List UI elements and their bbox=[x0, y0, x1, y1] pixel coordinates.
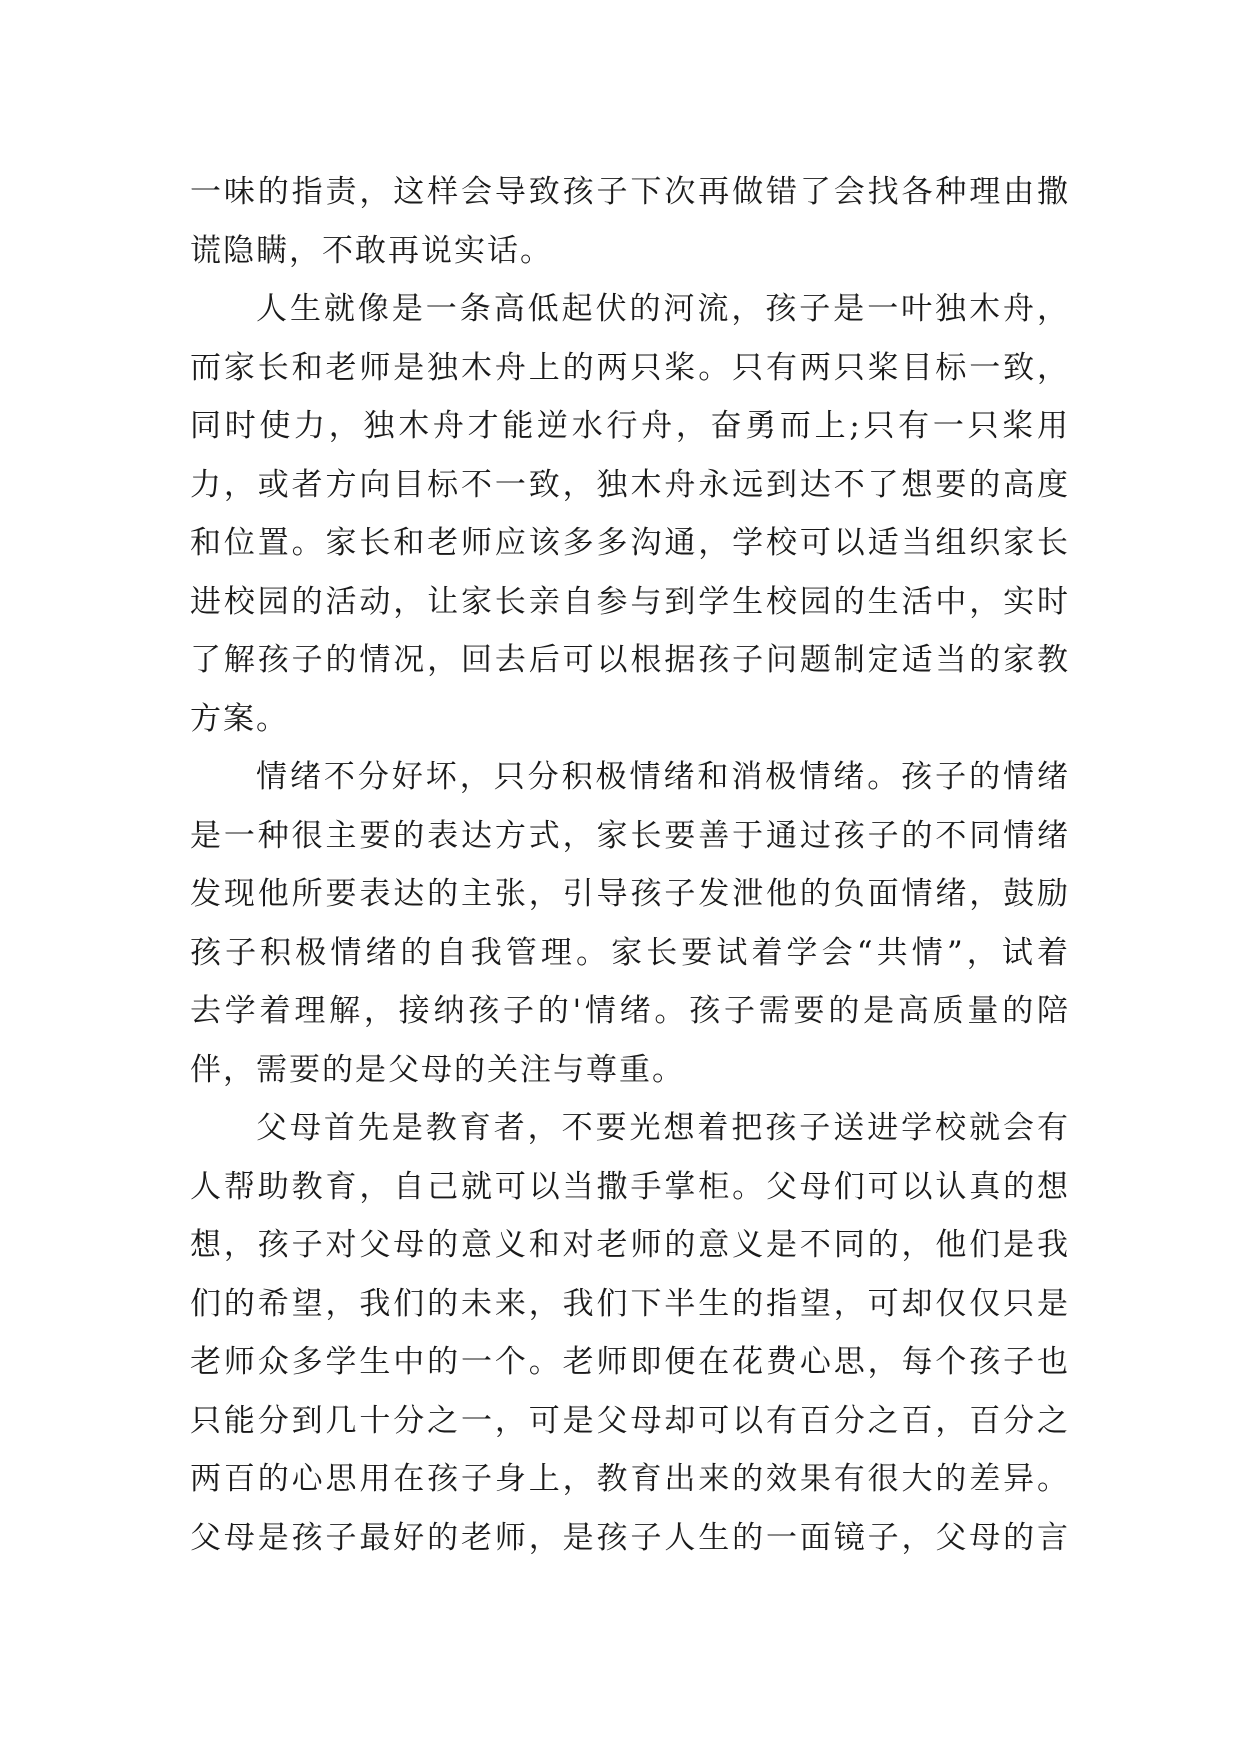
paragraph-2-line-2: 而家长和老师是独木舟上的两只桨。只有两只桨目标一致， bbox=[190, 349, 1070, 386]
document-body bbox=[190, 163, 1070, 1567]
paragraph-2-line-3: 同时使力，独木舟才能逆水行舟，奋勇而上;只有一只桨用 bbox=[190, 408, 1070, 444]
paragraph-4-line-2: 人帮助教育，自己就可以当撒手掌柜。父母们可以认真的想 bbox=[190, 1168, 1070, 1205]
paragraph-3-line-3: 发现他所要表达的主张，引导孩子发泄他的负面情绪，鼓励 bbox=[190, 876, 1070, 912]
paragraph-4-line-5: 老师众多学生中的一个。老师即便在花费心思，每个孩子也 bbox=[190, 1344, 1070, 1380]
paragraph-4-line-7: 两百的心思用在孩子身上，教育出来的效果有很大的差异。 bbox=[190, 1461, 1070, 1497]
paragraph-2-line-8: 方案。 bbox=[190, 700, 289, 737]
paragraph-2-line-6: 进校园的活动，让家长亲自参与到学生校园的生活中，实时 bbox=[190, 583, 1070, 620]
paragraph-4-line-3: 想，孩子对父母的意义和对老师的意义是不同的，他们是我 bbox=[190, 1227, 1070, 1263]
paragraph-3-line-5: 去学着理解，接纳孩子的'情绪。孩子需要的是高质量的陪 bbox=[190, 993, 1070, 1029]
paragraph-3-line-1: 情绪不分好坏，只分积极情绪和消极情绪。孩子的情绪 bbox=[256, 759, 1070, 795]
paragraph-2-line-7: 了解孩子的情况，回去后可以根据孩子问题制定适当的家教 bbox=[190, 642, 1070, 678]
paragraph-3-line-6: 伴，需要的是父母的关注与尊重。 bbox=[190, 1051, 685, 1088]
paragraph-3-line-2: 是一种很主要的表达方式，家长要善于通过孩子的不同情绪 bbox=[190, 817, 1070, 854]
paragraph-2-line-4: 力，或者方向目标不一致，独木舟永远到达不了想要的高度 bbox=[190, 466, 1070, 503]
paragraph-1-line-1: 一味的指责，这样会导致孩子下次再做错了会找各种理由撒 bbox=[190, 174, 1070, 210]
paragraph-4-line-8: 父母是孩子最好的老师，是孩子人生的一面镜子，父母的言 bbox=[190, 1519, 1070, 1556]
paragraph-3-line-4: 孩子积极情绪的自我管理。家长要试着学会“共情”，试着 bbox=[190, 934, 1070, 971]
paragraph-4-line-6: 只能分到几十分之一，可是父母却可以有百分之百，百分之 bbox=[190, 1402, 1070, 1439]
paragraph-2-line-5: 和位置。家长和老师应该多多沟通，学校可以适当组织家长 bbox=[190, 525, 1070, 561]
paragraph-4-line-4: 们的希望，我们的未来，我们下半生的指望，可却仅仅只是 bbox=[190, 1285, 1070, 1322]
paragraph-2-line-1: 人生就像是一条高低起伏的河流，孩子是一叶独木舟， bbox=[256, 291, 1070, 327]
paragraph-4-line-1: 父母首先是教育者，不要光想着把孩子送进学校就会有 bbox=[256, 1110, 1070, 1146]
paragraph-1-line-2: 谎隐瞒，不敢再说实话。 bbox=[190, 232, 553, 269]
